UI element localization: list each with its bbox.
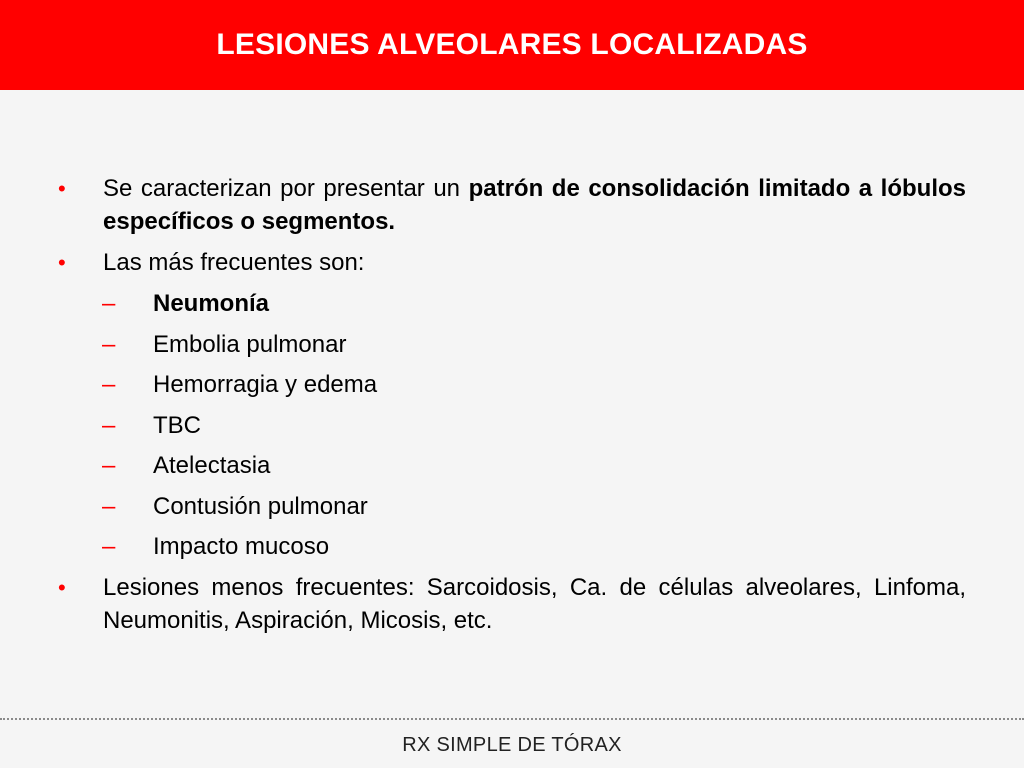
dash-icon: – [102,371,116,398]
dash-icon: – [102,290,116,317]
bullet-text [103,172,966,238]
bullet-text-plain: Se caracterizan por presentar un [103,175,469,202]
sub-item-text: Contusión pulmonar [153,492,368,520]
title-bar [0,0,1024,90]
bullet-item [58,172,966,238]
sub-item-text: Atelectasia [153,452,271,479]
footer-divider [0,718,1024,720]
sub-list [58,287,966,563]
sub-item-text: Hemorragia y edema [153,371,378,398]
sub-item [102,490,966,523]
slide-title: LESIONES ALVEOLARES LOCALIZADAS [216,28,808,61]
bullet-text: Las más frecuentes son: [103,249,365,276]
bullet-icon: • [58,176,66,201]
bullet-icon: • [58,574,66,600]
slide-content [58,172,966,645]
dash-icon: – [102,452,116,479]
sub-item-text: Neumonía [153,290,270,317]
bullet-text-bold: patrón de consolidación limitado a lóbulos específicos o segmentos. [103,175,966,235]
dash-icon: – [102,492,116,520]
sub-item [102,328,966,361]
dash-icon: – [102,411,116,439]
footer-text: RX SIMPLE DE TÓRAX [402,734,622,756]
sub-item [102,287,966,320]
bullet-item [58,571,966,637]
footer-label [0,734,1024,757]
sub-item-text: Impacto mucoso [153,533,330,560]
sub-item [102,449,966,482]
bullet-item [58,246,966,279]
bullet-text: Lesiones menos frecuentes: Sarcoidosis, Ca. de células alveolares, Linfoma, Neumonitis, Aspiración, Micosis, etc. [103,573,966,634]
bullet-icon: • [58,250,66,275]
sub-item [102,409,966,442]
sub-item-text: TBC [153,411,201,439]
dash-icon: – [102,533,116,560]
sub-item-text: Embolia pulmonar [153,330,347,358]
sub-item [102,368,966,401]
sub-item [102,530,966,563]
dash-icon: – [102,330,116,358]
